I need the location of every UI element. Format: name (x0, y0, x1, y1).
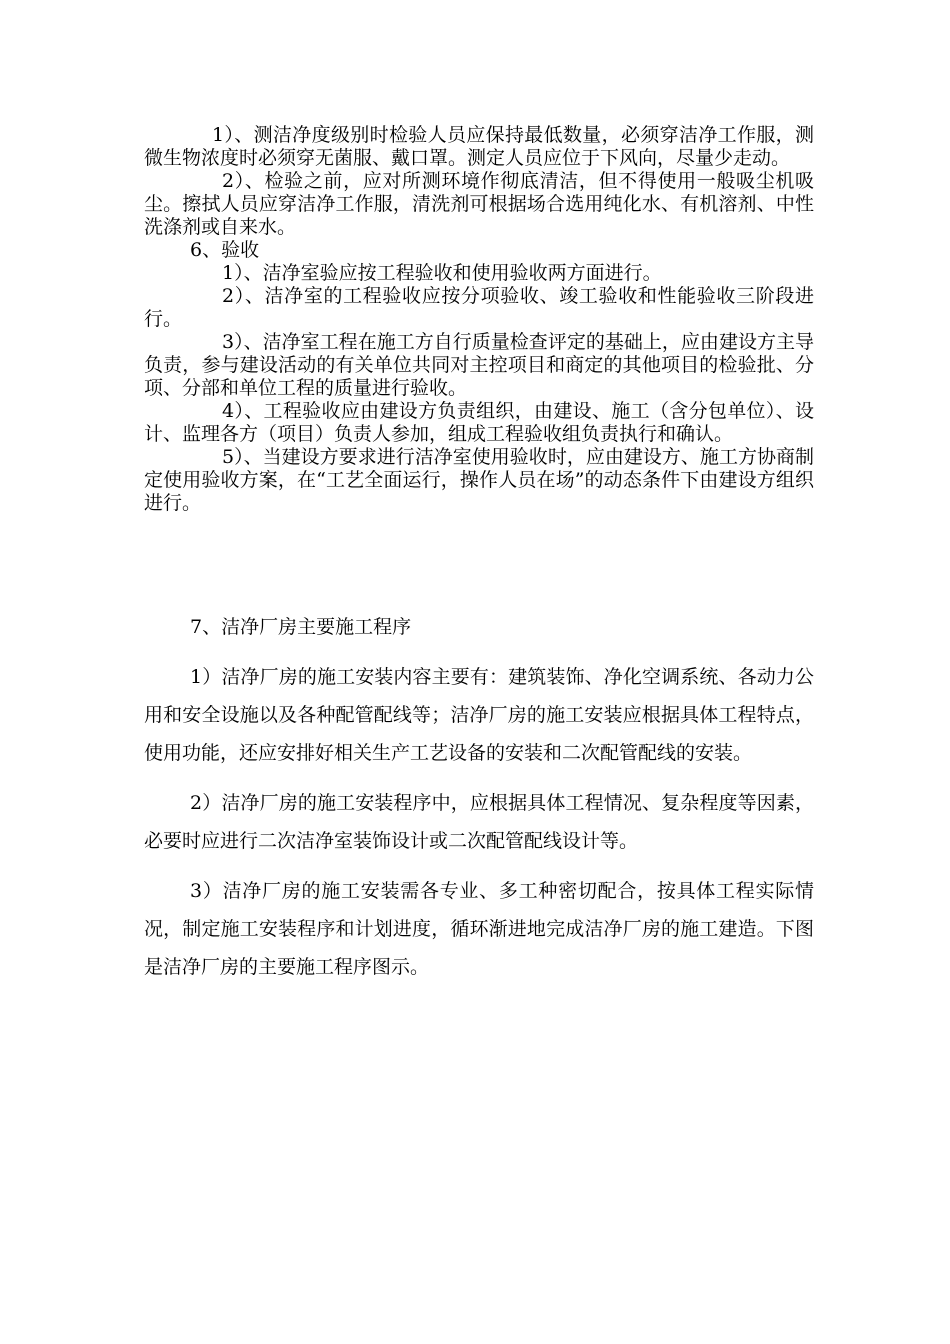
paragraph-acceptance-5: 5）、当建设方要求进行洁净室使用验收时，应由建设方、施工方协商制定使用验收方案，在“工艺全面运行，操作人员在场”的动态条件下由建设方组织进行。 (144, 446, 814, 514)
paragraph-acceptance-4: 4）、工程验收应由建设方负责组织，由建设、施工（含分包单位）、设计、监理各方（项目）负责人参加，组成工程验收组负责执行和确认。 (144, 400, 814, 445)
paragraph-procedure-2: 2）洁净厂房的施工安装程序中，应根据具体工程情况、复杂程度等因素，必要时应进行二次洁净室装饰设计或二次配管配线设计等。 (144, 792, 814, 852)
paragraph-acceptance-1: 1）、洁净室验应按工程验收和使用验收两方面进行。 (222, 262, 662, 284)
construction-procedure-section (144, 608, 814, 986)
heading-construction-procedure: 7、洁净厂房主要施工程序 (190, 616, 412, 638)
paragraph-procedure-3: 3）洁净厂房的施工安装需各专业、多工种密切配合，按具体工程实际情况，制定施工安装程序和计划进度，循环渐进地完成洁净厂房的施工建造。下图是洁净厂房的主要施工程序图示。 (144, 880, 814, 978)
paragraph-acceptance-2: 2）、洁净室的工程验收应按分项验收、竣工验收和性能验收三阶段进行。 (144, 285, 814, 330)
paragraph-acceptance-3: 3）、洁净室工程在施工方自行质量检查评定的基础上，应由建设方主导负责，参与建设活动的有关单位共同对主控项目和商定的其他项目的检验批、分项、分部和单位工程的质量进行验收。 (144, 331, 814, 399)
paragraph-pre-inspection-cleaning: 2）、检验之前，应对所测环境作彻底清洁，但不得使用一般吸尘机吸尘。擦拭人员应穿洁净工作服，清洗剂可根据场合选用纯化水、有机溶剂、中性洗涤剂或自来水。 (144, 170, 814, 238)
inspection-and-acceptance-section (144, 124, 814, 515)
paragraph-inspection-personnel: 1）、测洁净度级别时检验人员应保持最低数量，必须穿洁净工作服，测微生物浓度时必须穿无菌服、戴口罩。测定人员应位于下风向，尽量少走动。 (144, 124, 814, 169)
paragraph-procedure-1: 1）洁净厂房的施工安装内容主要有：建筑装饰、净化空调系统、各动力公用和安全设施以及各种配管配线等；洁净厂房的施工安装应根据具体工程特点，使用功能，还应安排好相关生产工艺设备的安装和二次配管配线的安装。 (144, 666, 814, 764)
heading-acceptance: 6、验收 (190, 239, 260, 261)
